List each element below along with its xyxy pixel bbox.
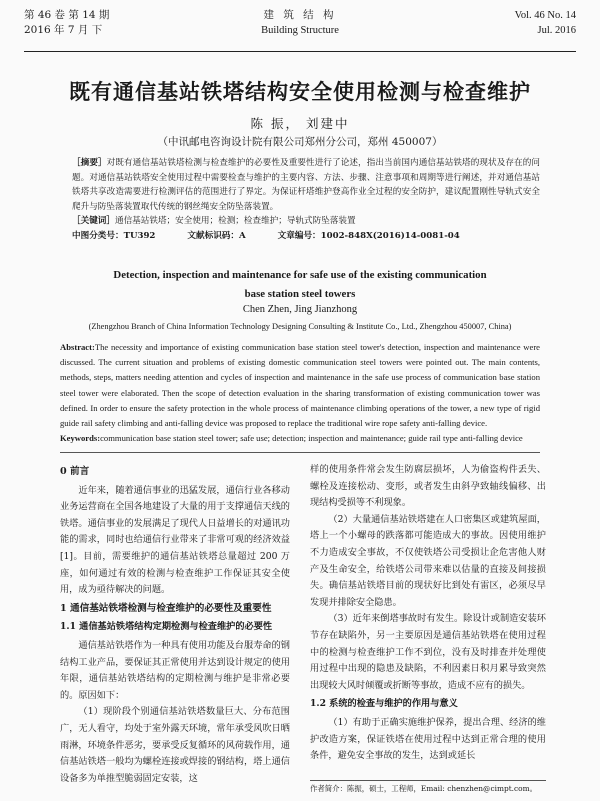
keywords-cn-label: ［关键词］ bbox=[72, 216, 115, 227]
abstract-cn-label: ［摘要］ bbox=[72, 158, 107, 168]
paragraph: 通信基站铁塔作为一种具有使用功能及台服寿命的钢结构工业产品，要保证其正常使用并达到设计规定的使用年限，通信基站铁塔结构的定期检测与维护是非常必要的。原因如下： bbox=[60, 639, 290, 701]
paragraph: （3）近年来倒塔事故时有发生。除设计或制造安装环节存在缺陷外，另一主要原因是通信基站铁塔在使用过程中的检测与检查维护工作不到位，没有及时排查并处理使用过程中出现的隐患及缺陷，不利因素日积月累导致突然出现较大风时倾覆或折断等事故，造成不应有的损失。 bbox=[310, 613, 546, 691]
abstract-cn-text: 对既有通信基站铁塔检测与检查维护的必要性及重要性进行了论述，指出当前国内通信基站铁塔的现状及存在的问题。对通信基站铁塔安全使用过程中需要检查与维护的主要内容、方法、步骤、注意事项和周期等进行阐述，并对通信基站铁塔共享改造需要进行检测评估的范围进行了界定。为保证杆塔维护登高作业全过程的安全防护，建议配置刚性导轨式安全爬升与防坠落装置取代传统的钢丝绳安全防坠落装置。 bbox=[72, 158, 540, 212]
section-divider bbox=[60, 452, 540, 453]
clc-value: TU392 bbox=[123, 230, 156, 241]
header-journal-en: Building Structure bbox=[261, 25, 339, 36]
english-authors: Chen Zhen, Jing Jianzhong bbox=[242, 304, 358, 315]
running-header bbox=[24, 8, 576, 52]
english-keywords-text: communication base station steel tower; safe use; detection; inspection and maintenance; guide rail type anti-falling device bbox=[100, 433, 523, 444]
body-column-right bbox=[310, 462, 546, 765]
english-abstract bbox=[60, 340, 540, 446]
abstract-cn-body bbox=[72, 156, 540, 214]
section-1-2-heading: 1.2 系统的检查与维护的作用与意义 bbox=[310, 698, 458, 710]
header-journal-cn: 建 筑 结 构 bbox=[263, 9, 337, 21]
section-1-1-heading: 1.1 通信基站铁塔结构定期检测与检查维护的必要性 bbox=[60, 621, 273, 633]
paragraph: （1）有助于正确实施维护保养，提出合理、经济的维护改造方案，保证铁塔在使用过程中达到正常合理的使用条件，避免安全事故的发生，达到或延长 bbox=[310, 716, 546, 762]
english-keywords bbox=[60, 431, 540, 446]
english-abstract-text: The necessity and importance of existing communication base station steel tower's detection, inspection and maintenance were discussed. The current situation and problems of existing domestic communication steel towers were pointed out. The main contents, methods, steps, matters needing attention and cycles of inspection and maintenance in the safe use process of communication base station steel tower were elaborated. Then the scope of detection evaluation in the sharing transformation of existing communication tower was defined. In order to ensure the safety protection in the whole process of maintenance climbing operations of the tower, a new type of rigid guide rail safety climbing and anti-falling device was proposed to replace the traditional wire rope safety anti-falling device. bbox=[60, 342, 540, 429]
keywords-cn-text: 通信基站铁塔；安全使用；检测；检查维护；导轨式防坠落装置 bbox=[114, 216, 356, 227]
paragraph: 近年来，随着通信事业的迅猛发展，通信行业各移动业务运营商在全国各地建设了大量的用于支撑通信天线的铁塔。通信事业的发展满足了现代人日益增长的对通讯功能的需求，同时也给通信行业带来了非常可观的经济效益[1]。目前，需要维护的通信基站铁塔总量超过 200 万座，如何通过有效的检测与检查维护工作保证其安全使用，成为亟待解决的问题。 bbox=[60, 484, 290, 596]
doc-code-label: 文献标识码： bbox=[187, 230, 239, 241]
header-center bbox=[24, 8, 576, 38]
abstract-cn bbox=[72, 156, 540, 244]
header-volume-en: Vol. 46 No. 14 bbox=[514, 10, 576, 21]
paper-authors: 陈 振， 刘建中 bbox=[250, 116, 350, 131]
english-affiliation: (Zhengzhou Branch of China Information Technology Designing Consulting & Institute Co., Ltd., Zhengzhou 450007, China) bbox=[88, 322, 512, 331]
clc-label: 中图分类号： bbox=[72, 230, 124, 241]
body-column-left bbox=[60, 462, 290, 787]
header-right bbox=[515, 8, 576, 38]
keywords-cn bbox=[72, 214, 540, 229]
doc-code-value: A bbox=[238, 230, 246, 241]
english-abstract-body bbox=[60, 340, 540, 431]
english-title-line1: Detection, inspection and maintenance for safe use of the existing communication bbox=[113, 269, 487, 281]
paragraph: 样的使用条件常会发生防腐层损坏，人为偷盗构件丢失、螺栓及连接松动、变形，或者发生由斜孕致轴线偏移、出现结构受损等不利现象。 bbox=[310, 464, 546, 509]
english-abstract-label: Abstract: bbox=[60, 342, 95, 352]
author-footnote: 作者简介：陈振，硕士，工程师，Email: chenzhen@cimpt.com。 bbox=[310, 780, 546, 794]
header-volume-cn: 第 46 卷 第 14 期 bbox=[24, 9, 110, 21]
header-date-en: Jul. 2016 bbox=[537, 25, 576, 36]
paper-title: 既有通信基站铁塔结构安全使用检测与检查维护 bbox=[69, 79, 531, 104]
section-0-heading: 0 前言 bbox=[60, 466, 90, 477]
paper-affiliation: （中讯邮电咨询设计院有限公司郑州分公司，郑州 450007） bbox=[157, 136, 443, 148]
article-id-value: 1002-848X(2016)14-0081-04 bbox=[320, 230, 460, 241]
header-date-cn: 2016 年 7 月 下 bbox=[24, 24, 103, 36]
english-title bbox=[60, 266, 540, 304]
paragraph: （1）现阶段个别通信基站铁塔数量巨大、分布范围广，无人看守，均处于室外露天环境，常年承受风吹日晒雨淋，环境条件恶劣，要承受反复循环的风荷载作用，通信基站铁塔一般均为螺栓连接或焊接的钢结构，塔上通信设备多为单推型脆弱固定安装，这 bbox=[60, 706, 290, 784]
paragraph: （2）大量通信基站铁塔建在人口密集区或建筑屋面，塔上一个小螺母的跌落都可能造成大的事故。因使用维护不力造成安全事故，不仅使铁塔公司受损让企危害他人财产及生命安全，给铁塔公司带来难以估量的直接及间接损失。确信基站铁塔目前的现状好比到处有雷区，必须尽早发现并排除安全隐患。 bbox=[310, 513, 546, 608]
article-id-label: 文章编号： bbox=[277, 230, 321, 241]
english-title-line2: base station steel towers bbox=[244, 288, 356, 300]
section-1-heading: 1 通信基站铁塔检测与检查维护的必要性及重要性 bbox=[60, 602, 272, 614]
english-keywords-label: Keywords: bbox=[60, 433, 101, 444]
classification-line bbox=[72, 229, 540, 244]
